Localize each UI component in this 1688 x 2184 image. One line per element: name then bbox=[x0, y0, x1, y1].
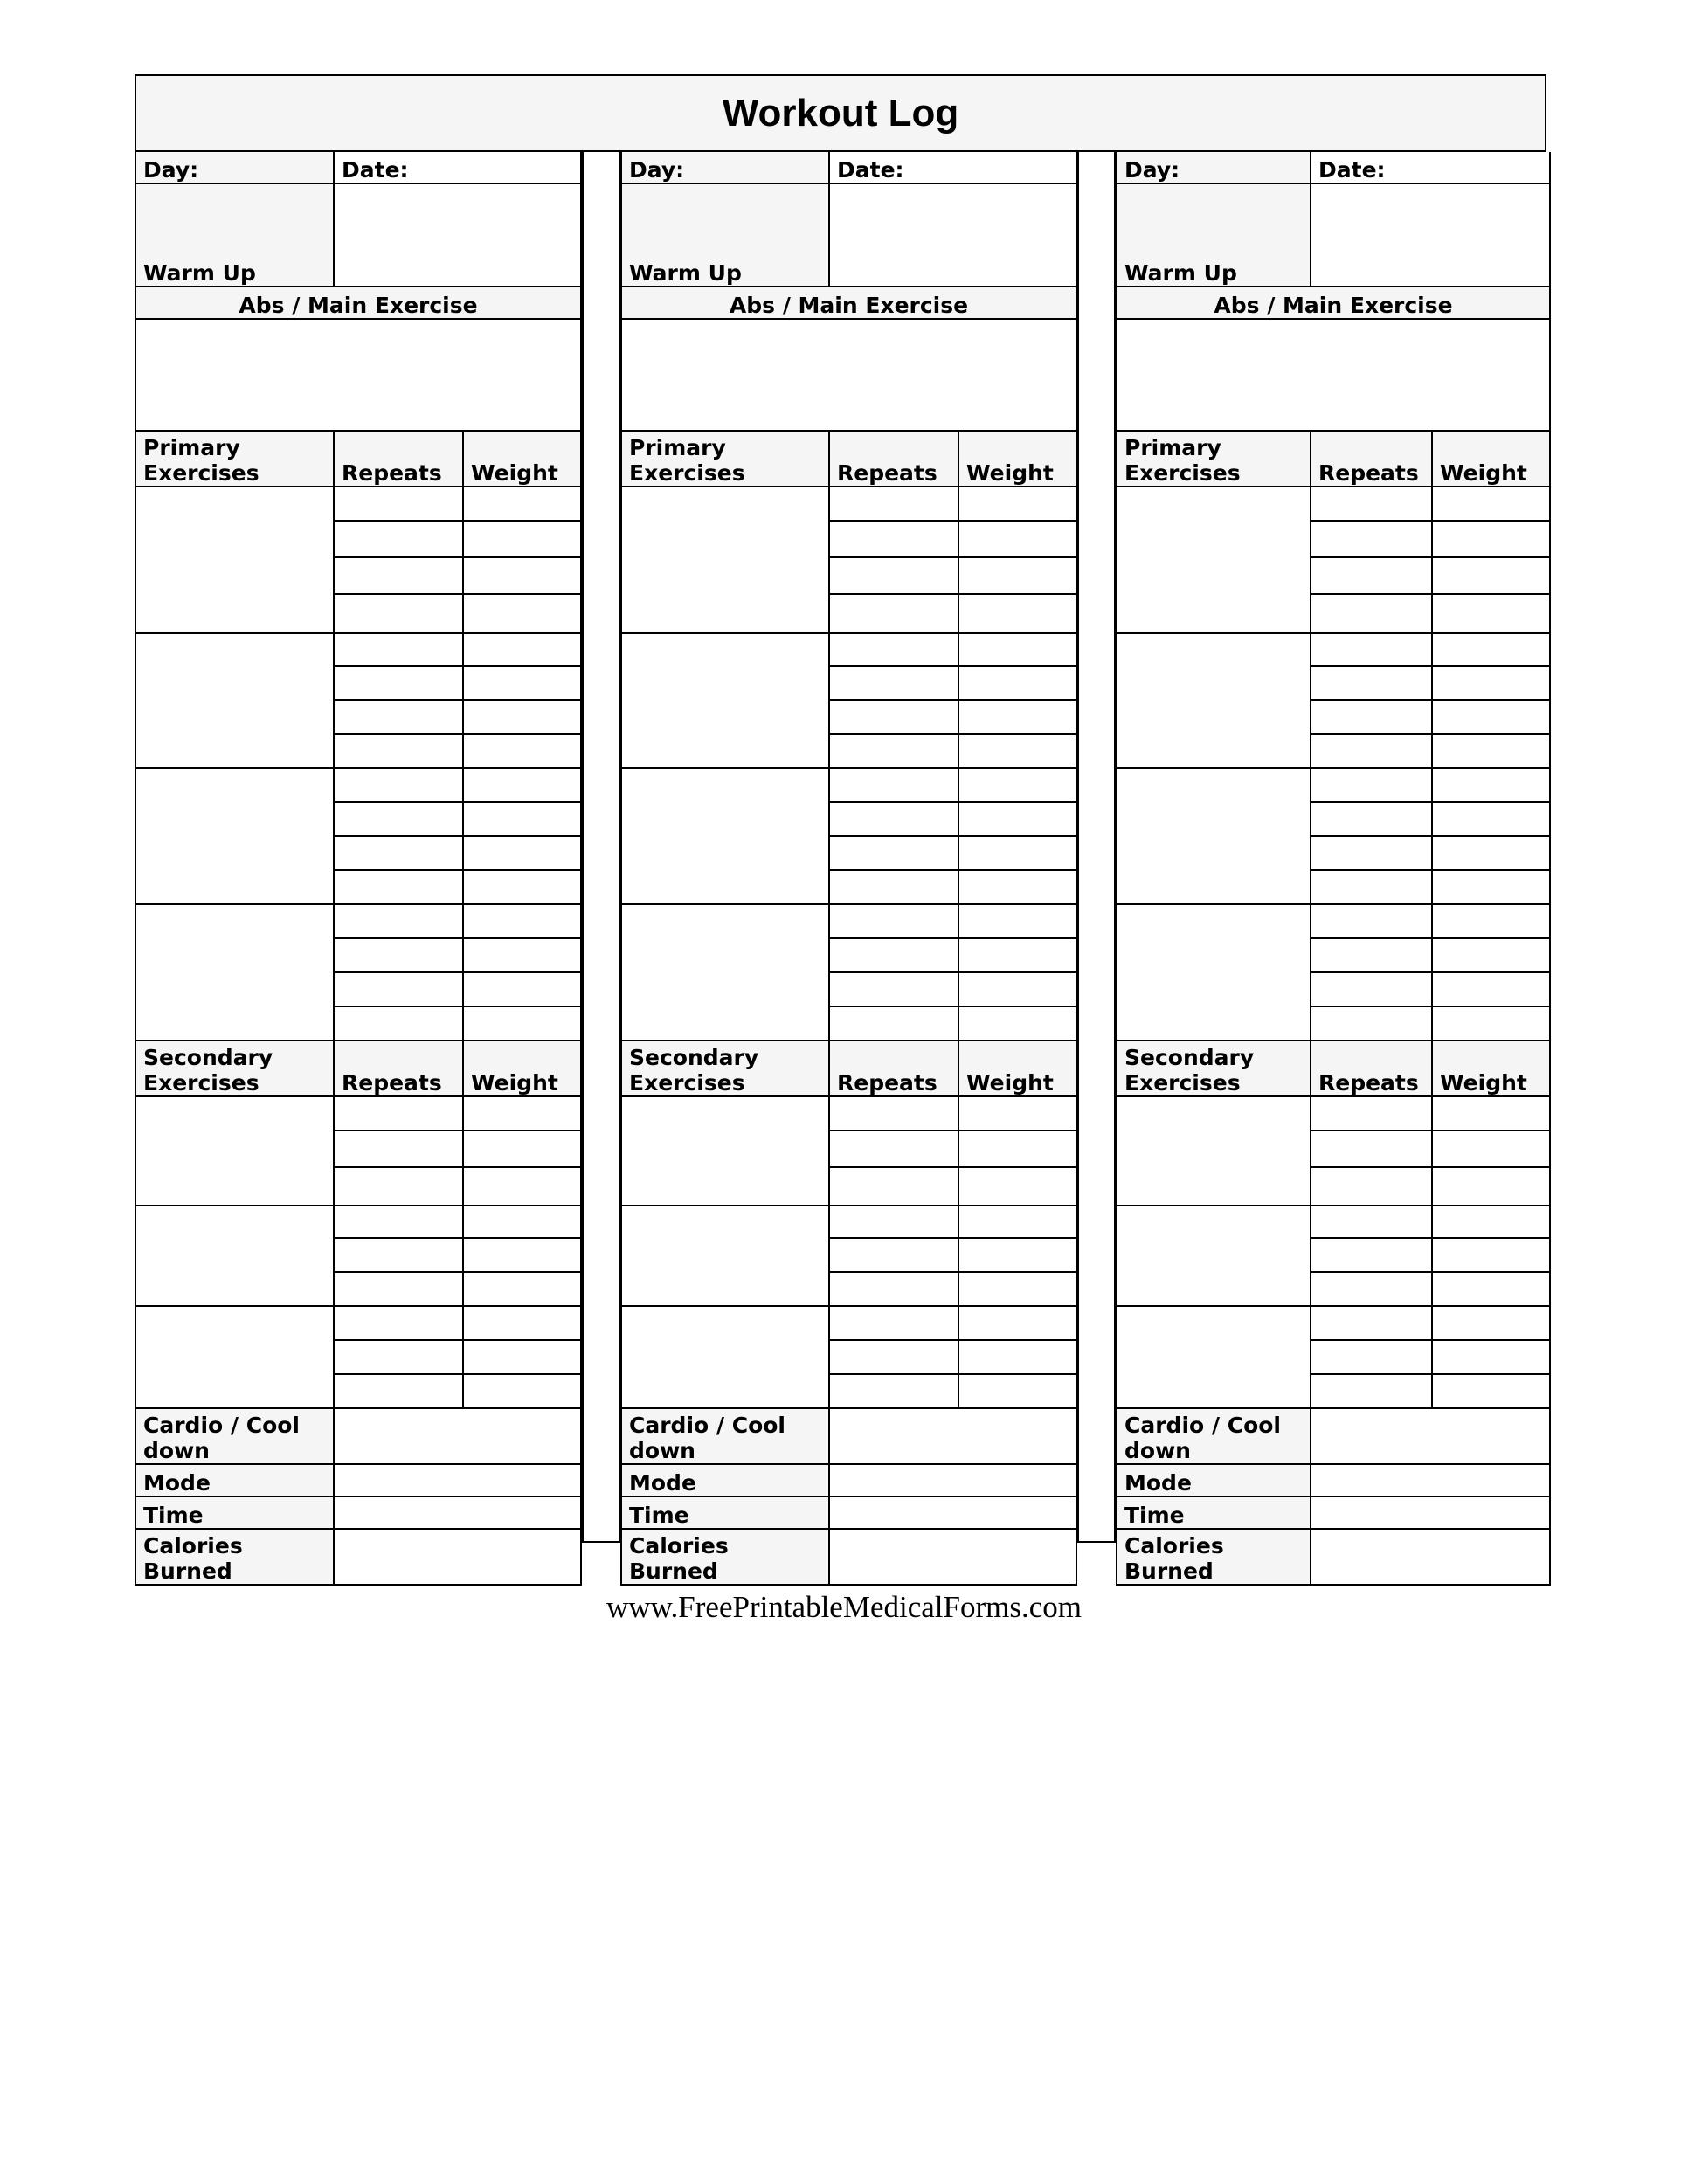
time-field[interactable] bbox=[1311, 1496, 1550, 1529]
primary-weight-field[interactable] bbox=[463, 938, 581, 972]
primary-exercises-header: Primary Exercises bbox=[135, 431, 334, 487]
primary-repeats-field[interactable] bbox=[1311, 734, 1432, 768]
primary-weight-field[interactable] bbox=[1432, 1006, 1550, 1040]
secondary-repeats-field[interactable] bbox=[829, 1374, 958, 1408]
time-label: Time bbox=[135, 1496, 334, 1529]
primary-repeats-field[interactable] bbox=[1311, 1006, 1432, 1040]
secondary-repeats-field[interactable] bbox=[829, 1096, 958, 1130]
primary-weight-field[interactable] bbox=[463, 594, 581, 633]
primary-repeats-field[interactable] bbox=[1311, 700, 1432, 734]
primary-repeats-field[interactable] bbox=[1311, 487, 1432, 521]
repeats-header: Repeats bbox=[334, 431, 463, 487]
primary-repeats-field[interactable] bbox=[1311, 594, 1432, 633]
primary-exercise-name-field[interactable] bbox=[135, 487, 334, 633]
secondary-weight-field[interactable] bbox=[463, 1167, 581, 1206]
workout-table bbox=[1116, 152, 1551, 1586]
secondary-weight-field[interactable] bbox=[463, 1206, 581, 1238]
secondary-weight-field[interactable] bbox=[463, 1272, 581, 1306]
primary-repeats-field[interactable] bbox=[1311, 836, 1432, 870]
date-label: Date: bbox=[829, 152, 1076, 183]
primary-exercise-name-field[interactable] bbox=[621, 768, 829, 904]
primary-weight-field[interactable] bbox=[958, 521, 1076, 557]
secondary-weight-field[interactable] bbox=[463, 1238, 581, 1272]
secondary-repeats-field[interactable] bbox=[1311, 1167, 1432, 1206]
primary-repeats-field[interactable] bbox=[334, 836, 463, 870]
primary-repeats-field[interactable] bbox=[334, 972, 463, 1006]
cardio-cool-down-field[interactable] bbox=[1311, 1408, 1550, 1464]
calories-burned-field[interactable] bbox=[1311, 1529, 1550, 1585]
abs-main-field[interactable] bbox=[621, 319, 1076, 431]
secondary-weight-field[interactable] bbox=[958, 1096, 1076, 1130]
primary-weight-field[interactable] bbox=[958, 666, 1076, 700]
secondary-repeats-field[interactable] bbox=[334, 1238, 463, 1272]
mode-label: Mode bbox=[621, 1464, 829, 1496]
primary-weight-field[interactable] bbox=[463, 666, 581, 700]
primary-weight-field[interactable] bbox=[463, 870, 581, 904]
secondary-weight-field[interactable] bbox=[958, 1167, 1076, 1206]
page-title: Workout Log bbox=[135, 74, 1546, 152]
primary-repeats-field[interactable] bbox=[1311, 557, 1432, 594]
secondary-weight-field[interactable] bbox=[463, 1374, 581, 1408]
workout-table bbox=[620, 152, 1077, 1586]
secondary-repeats-field[interactable] bbox=[829, 1238, 958, 1272]
warm-up-label: Warm Up bbox=[1117, 183, 1311, 287]
secondary-repeats-field[interactable] bbox=[334, 1340, 463, 1374]
primary-repeats-field[interactable] bbox=[829, 836, 958, 870]
date-label: Date: bbox=[1311, 152, 1550, 183]
cardio-cool-down-field[interactable] bbox=[829, 1408, 1076, 1464]
primary-weight-field[interactable] bbox=[463, 633, 581, 666]
secondary-weight-field[interactable] bbox=[958, 1306, 1076, 1340]
secondary-repeats-field[interactable] bbox=[829, 1206, 958, 1238]
primary-repeats-field[interactable] bbox=[334, 904, 463, 938]
time-field[interactable] bbox=[829, 1496, 1076, 1529]
primary-weight-field[interactable] bbox=[463, 521, 581, 557]
secondary-weight-field[interactable] bbox=[463, 1130, 581, 1167]
day-label: Day: bbox=[621, 152, 829, 183]
secondary-repeats-field[interactable] bbox=[1311, 1306, 1432, 1340]
primary-repeats-field[interactable] bbox=[334, 802, 463, 836]
primary-weight-field[interactable] bbox=[1432, 972, 1550, 1006]
secondary-repeats-field[interactable] bbox=[829, 1130, 958, 1167]
abs-main-field[interactable] bbox=[1117, 319, 1550, 431]
warm-up-field[interactable] bbox=[829, 183, 1076, 287]
abs-main-header: Abs / Main Exercise bbox=[135, 287, 581, 319]
primary-repeats-field[interactable] bbox=[1311, 768, 1432, 802]
primary-exercise-name-field[interactable] bbox=[1117, 487, 1311, 633]
calories-burned-field[interactable] bbox=[334, 1529, 581, 1585]
primary-exercises-header: Primary Exercises bbox=[621, 431, 829, 487]
weight-header: Weight bbox=[958, 1040, 1076, 1096]
secondary-repeats-field[interactable] bbox=[1311, 1096, 1432, 1130]
cardio-cool-down-label: Cardio / Cool down bbox=[135, 1408, 334, 1464]
primary-repeats-field[interactable] bbox=[829, 768, 958, 802]
primary-weight-field[interactable] bbox=[958, 972, 1076, 1006]
day-column-1 bbox=[135, 152, 582, 1586]
column-spacer bbox=[582, 152, 620, 1543]
warm-up-label: Warm Up bbox=[621, 183, 829, 287]
primary-repeats-field[interactable] bbox=[334, 938, 463, 972]
secondary-weight-field[interactable] bbox=[958, 1272, 1076, 1306]
primary-weight-field[interactable] bbox=[1432, 521, 1550, 557]
secondary-exercises-header: Secondary Exercises bbox=[1117, 1040, 1311, 1096]
primary-weight-field[interactable] bbox=[463, 972, 581, 1006]
primary-repeats-field[interactable] bbox=[829, 700, 958, 734]
primary-weight-field[interactable] bbox=[463, 557, 581, 594]
workout-table bbox=[135, 152, 582, 1586]
secondary-exercise-name-field[interactable] bbox=[135, 1306, 334, 1408]
primary-repeats-field[interactable] bbox=[334, 666, 463, 700]
mode-field[interactable] bbox=[1311, 1464, 1550, 1496]
secondary-exercise-name-field[interactable] bbox=[135, 1206, 334, 1306]
repeats-header: Repeats bbox=[829, 1040, 958, 1096]
secondary-exercises-header: Secondary Exercises bbox=[135, 1040, 334, 1096]
primary-exercise-name-field[interactable] bbox=[621, 633, 829, 768]
secondary-repeats-field[interactable] bbox=[829, 1340, 958, 1374]
primary-repeats-field[interactable] bbox=[1311, 802, 1432, 836]
warm-up-field[interactable] bbox=[1311, 183, 1550, 287]
primary-repeats-field[interactable] bbox=[829, 938, 958, 972]
secondary-weight-field[interactable] bbox=[1432, 1167, 1550, 1206]
mode-field[interactable] bbox=[829, 1464, 1076, 1496]
primary-repeats-field[interactable] bbox=[1311, 938, 1432, 972]
workout-log-sheet bbox=[135, 74, 1546, 1586]
time-field[interactable] bbox=[334, 1496, 581, 1529]
secondary-weight-field[interactable] bbox=[463, 1306, 581, 1340]
secondary-weight-field[interactable] bbox=[958, 1238, 1076, 1272]
primary-weight-field[interactable] bbox=[1432, 836, 1550, 870]
secondary-repeats-field[interactable] bbox=[1311, 1340, 1432, 1374]
secondary-exercise-name-field[interactable] bbox=[621, 1206, 829, 1306]
primary-exercise-name-field[interactable] bbox=[135, 633, 334, 768]
secondary-repeats-field[interactable] bbox=[1311, 1272, 1432, 1306]
primary-weight-field[interactable] bbox=[1432, 768, 1550, 802]
day-column-3 bbox=[1116, 152, 1551, 1586]
primary-repeats-field[interactable] bbox=[829, 633, 958, 666]
cardio-cool-down-field[interactable] bbox=[334, 1408, 581, 1464]
primary-weight-field[interactable] bbox=[463, 768, 581, 802]
weight-header: Weight bbox=[463, 431, 581, 487]
mode-label: Mode bbox=[1117, 1464, 1311, 1496]
mode-field[interactable] bbox=[334, 1464, 581, 1496]
secondary-repeats-field[interactable] bbox=[829, 1272, 958, 1306]
primary-weight-field[interactable] bbox=[958, 938, 1076, 972]
secondary-weight-field[interactable] bbox=[958, 1130, 1076, 1167]
primary-weight-field[interactable] bbox=[1432, 487, 1550, 521]
secondary-repeats-field[interactable] bbox=[334, 1306, 463, 1340]
primary-repeats-field[interactable] bbox=[829, 487, 958, 521]
primary-repeats-field[interactable] bbox=[334, 557, 463, 594]
secondary-repeats-field[interactable] bbox=[334, 1096, 463, 1130]
secondary-repeats-field[interactable] bbox=[1311, 1238, 1432, 1272]
warm-up-label: Warm Up bbox=[135, 183, 334, 287]
primary-repeats-field[interactable] bbox=[334, 700, 463, 734]
secondary-weight-field[interactable] bbox=[1432, 1130, 1550, 1167]
primary-repeats-field[interactable] bbox=[334, 594, 463, 633]
primary-repeats-field[interactable] bbox=[829, 734, 958, 768]
primary-weight-field[interactable] bbox=[1432, 633, 1550, 666]
secondary-repeats-field[interactable] bbox=[334, 1206, 463, 1238]
primary-repeats-field[interactable] bbox=[334, 521, 463, 557]
secondary-exercise-name-field[interactable] bbox=[621, 1096, 829, 1206]
primary-weight-field[interactable] bbox=[463, 1006, 581, 1040]
primary-repeats-field[interactable] bbox=[1311, 521, 1432, 557]
repeats-header: Repeats bbox=[334, 1040, 463, 1096]
primary-repeats-field[interactable] bbox=[829, 557, 958, 594]
date-label: Date: bbox=[334, 152, 581, 183]
primary-exercise-name-field[interactable] bbox=[621, 487, 829, 633]
primary-repeats-field[interactable] bbox=[829, 972, 958, 1006]
secondary-exercise-name-field[interactable] bbox=[1117, 1206, 1311, 1306]
primary-exercise-name-field[interactable] bbox=[1117, 904, 1311, 1040]
primary-weight-field[interactable] bbox=[1432, 734, 1550, 768]
weight-header: Weight bbox=[1432, 431, 1550, 487]
secondary-repeats-field[interactable] bbox=[334, 1374, 463, 1408]
calories-burned-label: Calories Burned bbox=[621, 1529, 829, 1585]
footer-url: www.FreePrintableMedicalForms.com bbox=[605, 1590, 1082, 1624]
primary-weight-field[interactable] bbox=[958, 557, 1076, 594]
primary-weight-field[interactable] bbox=[463, 700, 581, 734]
primary-exercise-name-field[interactable] bbox=[135, 768, 334, 904]
secondary-weight-field[interactable] bbox=[1432, 1306, 1550, 1340]
primary-weight-field[interactable] bbox=[1432, 700, 1550, 734]
primary-weight-field[interactable] bbox=[958, 594, 1076, 633]
primary-repeats-field[interactable] bbox=[1311, 633, 1432, 666]
repeats-header: Repeats bbox=[1311, 1040, 1432, 1096]
secondary-repeats-field[interactable] bbox=[1311, 1374, 1432, 1408]
secondary-weight-field[interactable] bbox=[463, 1340, 581, 1374]
primary-repeats-field[interactable] bbox=[334, 633, 463, 666]
primary-weight-field[interactable] bbox=[1432, 557, 1550, 594]
primary-repeats-field[interactable] bbox=[829, 666, 958, 700]
secondary-repeats-field[interactable] bbox=[334, 1130, 463, 1167]
secondary-weight-field[interactable] bbox=[1432, 1238, 1550, 1272]
primary-weight-field[interactable] bbox=[463, 836, 581, 870]
primary-weight-field[interactable] bbox=[463, 904, 581, 938]
primary-exercise-name-field[interactable] bbox=[1117, 633, 1311, 768]
secondary-weight-field[interactable] bbox=[958, 1374, 1076, 1408]
primary-repeats-field[interactable] bbox=[829, 904, 958, 938]
secondary-repeats-field[interactable] bbox=[334, 1167, 463, 1206]
abs-main-header: Abs / Main Exercise bbox=[621, 287, 1076, 319]
secondary-weight-field[interactable] bbox=[1432, 1206, 1550, 1238]
primary-exercise-name-field[interactable] bbox=[135, 904, 334, 1040]
primary-repeats-field[interactable] bbox=[829, 870, 958, 904]
secondary-repeats-field[interactable] bbox=[829, 1306, 958, 1340]
secondary-exercise-name-field[interactable] bbox=[1117, 1096, 1311, 1206]
primary-weight-field[interactable] bbox=[958, 700, 1076, 734]
secondary-repeats-field[interactable] bbox=[334, 1272, 463, 1306]
secondary-weight-field[interactable] bbox=[1432, 1096, 1550, 1130]
primary-weight-field[interactable] bbox=[958, 802, 1076, 836]
weight-header: Weight bbox=[958, 431, 1076, 487]
primary-weight-field[interactable] bbox=[958, 870, 1076, 904]
day-label: Day: bbox=[135, 152, 334, 183]
primary-repeats-field[interactable] bbox=[829, 594, 958, 633]
primary-repeats-field[interactable] bbox=[829, 802, 958, 836]
primary-weight-field[interactable] bbox=[1432, 666, 1550, 700]
primary-weight-field[interactable] bbox=[1432, 904, 1550, 938]
secondary-weight-field[interactable] bbox=[463, 1096, 581, 1130]
primary-repeats-field[interactable] bbox=[1311, 870, 1432, 904]
primary-weight-field[interactable] bbox=[1432, 938, 1550, 972]
mode-label: Mode bbox=[135, 1464, 334, 1496]
secondary-weight-field[interactable] bbox=[1432, 1272, 1550, 1306]
secondary-repeats-field[interactable] bbox=[1311, 1206, 1432, 1238]
primary-weight-field[interactable] bbox=[463, 734, 581, 768]
primary-repeats-field[interactable] bbox=[1311, 666, 1432, 700]
primary-repeats-field[interactable] bbox=[334, 870, 463, 904]
primary-weight-field[interactable] bbox=[1432, 870, 1550, 904]
secondary-repeats-field[interactable] bbox=[1311, 1130, 1432, 1167]
abs-main-header: Abs / Main Exercise bbox=[1117, 287, 1550, 319]
secondary-exercise-name-field[interactable] bbox=[621, 1306, 829, 1408]
day-columns bbox=[135, 152, 1546, 1586]
primary-exercise-name-field[interactable] bbox=[621, 904, 829, 1040]
primary-weight-field[interactable] bbox=[958, 633, 1076, 666]
primary-repeats-field[interactable] bbox=[1311, 972, 1432, 1006]
primary-weight-field[interactable] bbox=[1432, 594, 1550, 633]
day-column-2 bbox=[620, 152, 1077, 1586]
secondary-exercise-name-field[interactable] bbox=[135, 1096, 334, 1206]
warm-up-field[interactable] bbox=[334, 183, 581, 287]
primary-exercises-header: Primary Exercises bbox=[1117, 431, 1311, 487]
primary-repeats-field[interactable] bbox=[334, 1006, 463, 1040]
secondary-exercises-header: Secondary Exercises bbox=[621, 1040, 829, 1096]
cardio-cool-down-label: Cardio / Cool down bbox=[621, 1408, 829, 1464]
primary-weight-field[interactable] bbox=[958, 836, 1076, 870]
cardio-cool-down-label: Cardio / Cool down bbox=[1117, 1408, 1311, 1464]
secondary-weight-field[interactable] bbox=[958, 1340, 1076, 1374]
primary-weight-field[interactable] bbox=[958, 1006, 1076, 1040]
primary-repeats-field[interactable] bbox=[829, 1006, 958, 1040]
primary-weight-field[interactable] bbox=[958, 904, 1076, 938]
secondary-exercise-name-field[interactable] bbox=[1117, 1306, 1311, 1408]
primary-weight-field[interactable] bbox=[1432, 802, 1550, 836]
primary-weight-field[interactable] bbox=[958, 487, 1076, 521]
primary-weight-field[interactable] bbox=[958, 734, 1076, 768]
repeats-header: Repeats bbox=[1311, 431, 1432, 487]
primary-repeats-field[interactable] bbox=[829, 521, 958, 557]
calories-burned-label: Calories Burned bbox=[1117, 1529, 1311, 1585]
repeats-header: Repeats bbox=[829, 431, 958, 487]
abs-main-field[interactable] bbox=[135, 319, 581, 431]
primary-weight-field[interactable] bbox=[958, 768, 1076, 802]
primary-weight-field[interactable] bbox=[463, 487, 581, 521]
primary-repeats-field[interactable] bbox=[334, 734, 463, 768]
calories-burned-field[interactable] bbox=[829, 1529, 1076, 1585]
primary-exercise-name-field[interactable] bbox=[1117, 768, 1311, 904]
primary-weight-field[interactable] bbox=[463, 802, 581, 836]
secondary-weight-field[interactable] bbox=[1432, 1340, 1550, 1374]
primary-repeats-field[interactable] bbox=[1311, 904, 1432, 938]
secondary-weight-field[interactable] bbox=[1432, 1374, 1550, 1408]
column-spacer bbox=[1077, 152, 1116, 1543]
day-label: Day: bbox=[1117, 152, 1311, 183]
weight-header: Weight bbox=[463, 1040, 581, 1096]
secondary-weight-field[interactable] bbox=[958, 1206, 1076, 1238]
calories-burned-label: Calories Burned bbox=[135, 1529, 334, 1585]
weight-header: Weight bbox=[1432, 1040, 1550, 1096]
primary-repeats-field[interactable] bbox=[334, 768, 463, 802]
time-label: Time bbox=[621, 1496, 829, 1529]
time-label: Time bbox=[1117, 1496, 1311, 1529]
primary-repeats-field[interactable] bbox=[334, 487, 463, 521]
secondary-repeats-field[interactable] bbox=[829, 1167, 958, 1206]
